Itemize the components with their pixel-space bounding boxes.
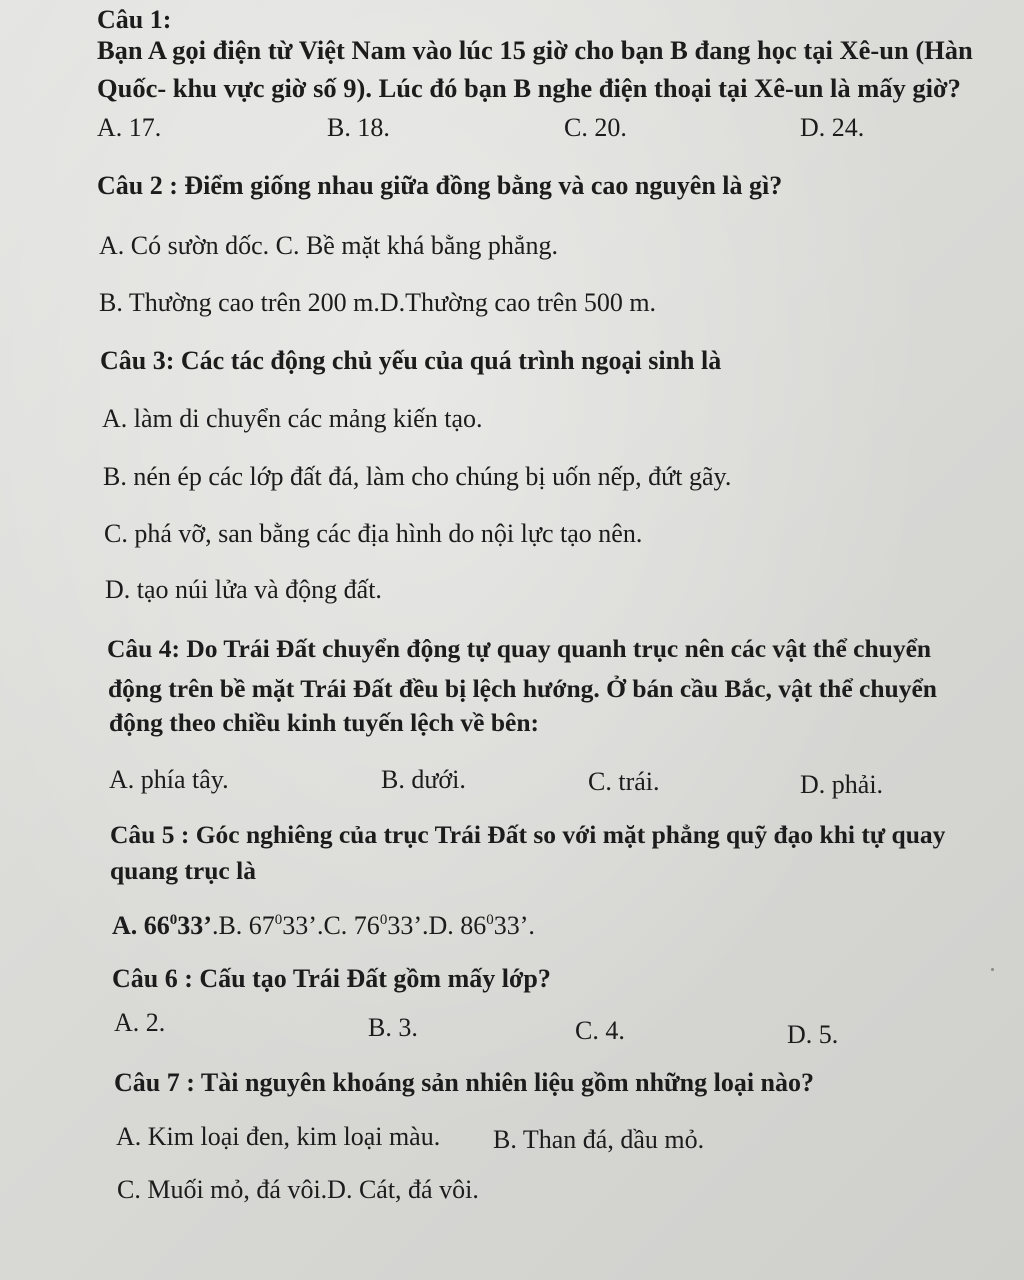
- q1-option-c: C. 20.: [564, 113, 627, 142]
- q4-text-line1: Câu 4: Do Trái Đất chuyển động tự quay quanh trục nên các vật thể chuyển: [107, 634, 932, 663]
- q6-option-a: A. 2.: [114, 1008, 166, 1037]
- q5-option-a-prefix: A.: [112, 911, 144, 940]
- q5-text-line1: Câu 5 : Góc nghiêng của trục Trái Đất so với mặt phẳng quỹ đạo khi tự quay: [110, 820, 946, 849]
- q6-option-b: B. 3.: [368, 1013, 418, 1042]
- q5-options-line: [112, 910, 535, 942]
- q3-question: Câu 3: Các tác động chủ yếu của quá trình ngoại sinh là: [100, 346, 722, 375]
- q7-question: Câu 7 : Tài nguyên khoáng sản nhiên liệu gồm những loại nào?: [114, 1068, 815, 1097]
- q6-question: Câu 6 : Cấu tạo Trái Đất gồm mấy lớp?: [112, 964, 551, 993]
- q5-option-b-sup: 0: [274, 912, 283, 928]
- q5-option-a-sup: 0: [169, 912, 178, 928]
- q1-option-a: A. 17.: [97, 113, 162, 142]
- q2-question: Câu 2 : Điểm giống nhau giữa đồng bằng và cao nguyên là gì?: [97, 171, 783, 200]
- q1-heading: Câu 1:: [97, 5, 172, 34]
- q5-option-d-sup: 0: [486, 912, 494, 928]
- q6-option-d: D. 5.: [787, 1020, 839, 1049]
- q3-option-d: D. tạo núi lửa và động đất.: [105, 575, 382, 604]
- q4-option-a: A. phía tây.: [109, 765, 229, 794]
- q5-option-c-sup: 0: [379, 912, 388, 928]
- q7-options-line2: C. Muối mỏ, đá vôi.D. Cát, đá vôi.: [117, 1175, 479, 1204]
- q5-option-a-min: 33’: [177, 911, 212, 940]
- q5-option-c-min: 33’: [387, 911, 422, 940]
- q5-option-d: .D. 86: [421, 911, 487, 940]
- q4-option-d: D. phải.: [800, 770, 884, 799]
- q1-option-d: D. 24.: [800, 113, 865, 142]
- q5-text-line2: quang trục là: [110, 856, 256, 885]
- q2-options-line2: B. Thường cao trên 200 m.D.Thường cao trên 500 m.: [99, 288, 657, 317]
- q1-text-line2: Quốc- khu vực giờ số 9). Lúc đó bạn B nghe điện thoại tại Xê-un là mấy giờ?: [97, 73, 961, 103]
- q5-option-a-deg: 66: [143, 911, 170, 940]
- q1-text-line1: Bạn A gọi điện từ Việt Nam vào lúc 15 giờ cho bạn B đang học tại Xê-un (Hàn: [97, 35, 973, 65]
- q5-option-b: .B. 67: [211, 911, 275, 940]
- paper-speck: [991, 968, 994, 971]
- q7-option-b: B. Than đá, dầu mỏ.: [493, 1125, 705, 1154]
- q4-option-c: C. trái.: [588, 767, 660, 796]
- q5-option-b-min: 33’: [282, 911, 317, 940]
- q2-options-line1: A. Có sườn dốc. C. Bề mặt khá bằng phẳng.: [99, 231, 558, 260]
- q4-text-line3: động theo chiều kinh tuyến lệch về bên:: [109, 708, 540, 737]
- q1-option-b: B. 18.: [327, 113, 390, 142]
- q3-option-a: A. làm di chuyển các mảng kiến tạo.: [102, 404, 483, 433]
- q6-option-c: C. 4.: [575, 1016, 625, 1045]
- q7-option-a: A. Kim loại đen, kim loại màu.: [116, 1122, 441, 1151]
- q3-option-c: C. phá vỡ, san bằng các địa hình do nội lực tạo nên.: [104, 519, 643, 548]
- q5-option-d-min: 33’.: [493, 911, 535, 940]
- q4-text-line2: động trên bề mặt Trái Đất đều bị lệch hướng. Ở bán cầu Bắc, vật thể chuyển: [108, 674, 937, 703]
- q4-option-b: B. dưới.: [381, 765, 466, 794]
- q5-option-c: .C. 76: [316, 911, 380, 940]
- q3-option-b: B. nén ép các lớp đất đá, làm cho chúng bị uốn nếp, đứt gãy.: [103, 462, 732, 491]
